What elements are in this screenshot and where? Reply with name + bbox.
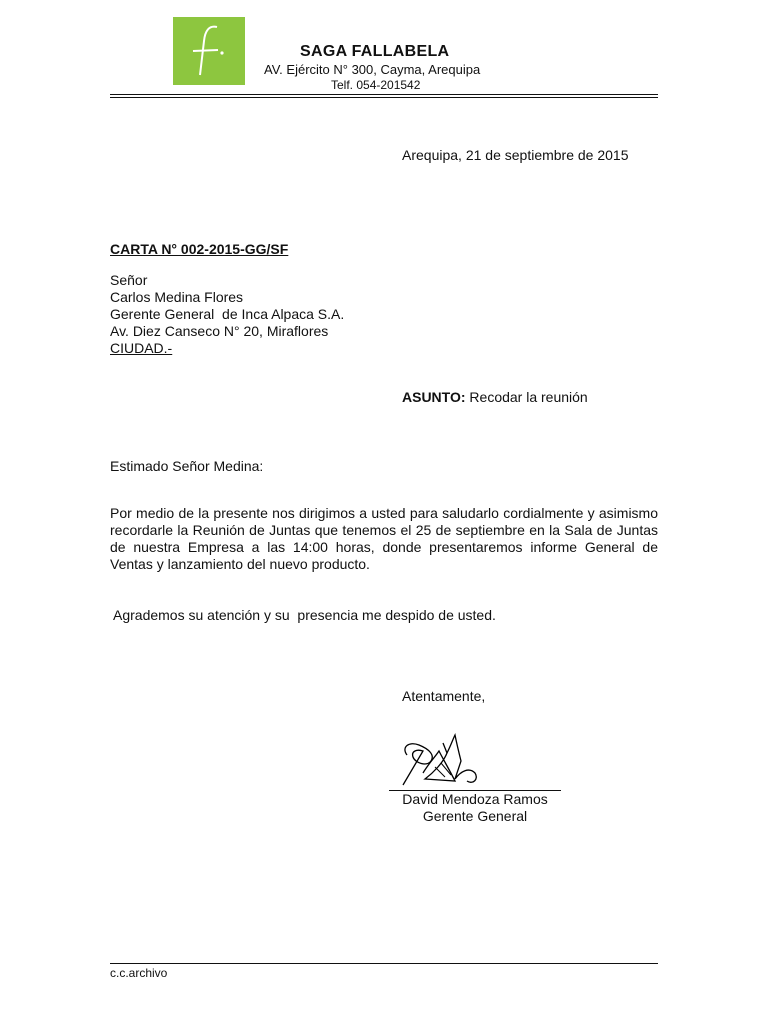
header-rule-secondary [110, 97, 658, 98]
signer-name: David Mendoza Ramos [402, 791, 548, 807]
letter-date: Arequipa, 21 de septiembre de 2015 [402, 147, 629, 163]
greeting: Estimado Señor Medina: [110, 458, 264, 474]
valediction: Atentamente, [402, 688, 486, 704]
subject-label: ASUNTO: [402, 389, 466, 405]
company-address: AV. Ejército N° 300, Cayma, Arequipa [264, 62, 481, 77]
handwritten-signature [395, 733, 505, 793]
header-rule [110, 94, 658, 95]
footer-rule [110, 963, 658, 964]
fallabela-f-icon [173, 17, 245, 85]
subject-line [402, 389, 588, 406]
recipient-city: CIUDAD.- [110, 340, 173, 356]
company-phone: Telf. 054-201542 [331, 78, 421, 92]
recipient-name: Carlos Medina Flores [110, 289, 244, 305]
recipient-title: Señor [110, 272, 148, 288]
recipient-position: Gerente General de Inca Alpaca S.A. [110, 306, 345, 322]
recipient-block [110, 272, 344, 357]
closing-sentence: Agrademos su atención y su presencia me despido de usted. [113, 607, 496, 623]
carbon-copy-note: c.c.archivo [110, 966, 168, 980]
signer-title: Gerente General [422, 808, 528, 824]
letter-reference: CARTA N° 002-2015-GG/SF [110, 241, 289, 257]
company-name: SAGA FALLABELA [300, 43, 450, 60]
recipient-address: Av. Diez Canseco N° 20, Miraflores [110, 323, 329, 339]
body-paragraph: Por medio de la presente nos dirigimos a usted para saludarlo cordialmente y asimismo recordarle la Reunión de Juntas que tenemos el 25 de septiembre en la Sala de Juntas de nuestra Empresa a las 14:00 horas, donde presentaremos informe General de Ventas y lanzamiento del nuevo producto. [110, 505, 658, 572]
company-logo [173, 17, 245, 85]
signer-block [389, 791, 561, 825]
subject-text: Recodar la reunión [469, 389, 588, 405]
